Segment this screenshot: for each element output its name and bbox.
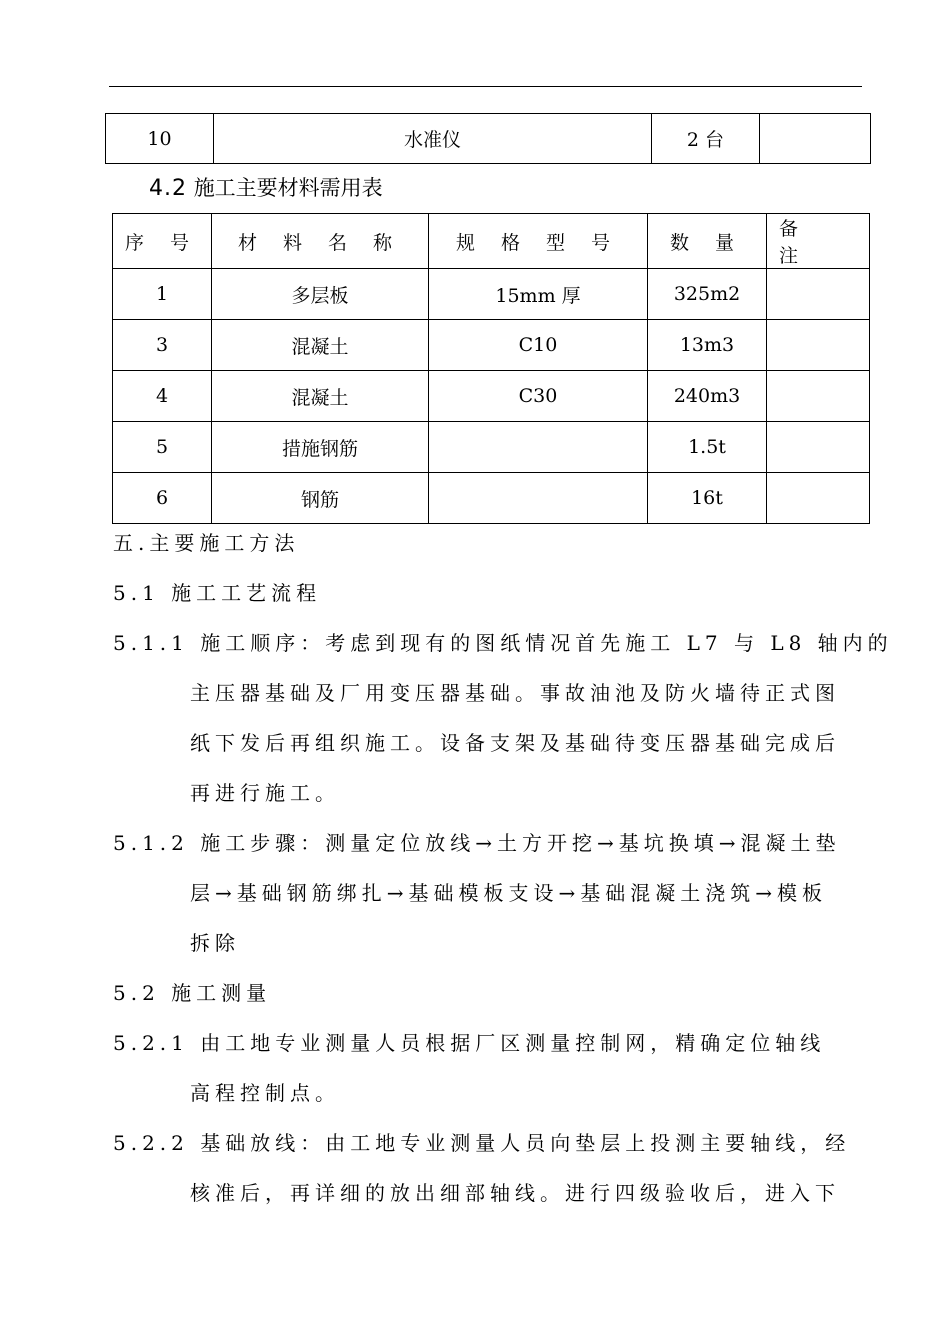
para-5-2-1-line2: 高程控制点。 bbox=[190, 1081, 340, 1105]
heading-5: 五.主要施工方法 bbox=[113, 531, 300, 555]
cell-qty: 16t bbox=[648, 473, 767, 524]
cell-remark bbox=[767, 320, 870, 371]
cell-name: 混凝土 bbox=[212, 371, 429, 422]
table-row bbox=[113, 422, 870, 473]
header-remark: 备注 bbox=[767, 214, 870, 269]
equipment-remark bbox=[760, 114, 871, 164]
para-5-1-1-line2: 主压器基础及厂用变压器基础。事故油池及防火墙待正式图 bbox=[190, 681, 840, 705]
header-qty: 数 量 bbox=[648, 214, 767, 269]
cell-no: 3 bbox=[113, 320, 212, 371]
cell-remark bbox=[767, 371, 870, 422]
equipment-name: 水准仪 bbox=[214, 114, 652, 164]
cell-name: 混凝土 bbox=[212, 320, 429, 371]
para-5-1-1-line3: 纸下发后再组织施工。设备支架及基础待变压器基础完成后 bbox=[190, 731, 840, 755]
para-5-1-1-line1: 5.1.1 施工顺序：考虑到现有的图纸情况首先施工 L7 与 L8 轴内的 bbox=[113, 631, 893, 655]
header-spec: 规 格 型 号 bbox=[429, 214, 648, 269]
section-4-2-title bbox=[149, 172, 383, 202]
equipment-qty: 2 台 bbox=[652, 114, 760, 164]
cell-no: 5 bbox=[113, 422, 212, 473]
equipment-table-tail bbox=[105, 113, 871, 164]
table-row bbox=[113, 371, 870, 422]
cell-qty: 325m2 bbox=[648, 269, 767, 320]
cell-spec: 15mm 厚 bbox=[429, 269, 648, 320]
section-title: 施工主要材料需用表 bbox=[193, 176, 383, 200]
cell-qty: 240m3 bbox=[648, 371, 767, 422]
cell-spec bbox=[429, 422, 648, 473]
cell-remark bbox=[767, 473, 870, 524]
row-number: 10 bbox=[106, 114, 214, 164]
cell-spec bbox=[429, 473, 648, 524]
para-5-2-1-line1: 5.2.1 由工地专业测量人员根据厂区测量控制网，精确定位轴线 bbox=[113, 1031, 826, 1055]
para-5-1-2-line1: 5.1.2 施工步骤：测量定位放线→土方开挖→基坑换填→混凝土垫 bbox=[113, 831, 841, 855]
header-no: 序 号 bbox=[113, 214, 212, 269]
cell-remark bbox=[767, 422, 870, 473]
table-row bbox=[113, 320, 870, 371]
cell-qty: 13m3 bbox=[648, 320, 767, 371]
table-header-row bbox=[113, 214, 870, 269]
header-rule bbox=[109, 86, 862, 87]
cell-spec: C30 bbox=[429, 371, 648, 422]
cell-name: 措施钢筋 bbox=[212, 422, 429, 473]
cell-remark bbox=[767, 269, 870, 320]
cell-no: 4 bbox=[113, 371, 212, 422]
cell-qty: 1.5t bbox=[648, 422, 767, 473]
table-row bbox=[113, 473, 870, 524]
para-5-1-1-line4: 再进行施工。 bbox=[190, 781, 340, 805]
para-5-2-2-line2: 核准后，再详细的放出细部轴线。进行四级验收后，进入下 bbox=[190, 1181, 840, 1205]
header-name: 材 料 名 称 bbox=[212, 214, 429, 269]
para-5-1-2-line3: 拆除 bbox=[190, 931, 240, 955]
cell-no: 6 bbox=[113, 473, 212, 524]
cell-spec: C10 bbox=[429, 320, 648, 371]
para-5-1-2-line2: 层→基础钢筋绑扎→基础模板支设→基础混凝土浇筑→模板 bbox=[190, 881, 828, 905]
heading-5-1: 5.1 施工工艺流程 bbox=[113, 581, 322, 605]
cell-name: 多层板 bbox=[212, 269, 429, 320]
table-row bbox=[106, 114, 871, 164]
heading-5-2: 5.2 施工测量 bbox=[113, 981, 272, 1005]
para-5-2-2-line1: 5.2.2 基础放线：由工地专业测量人员向垫层上投测主要轴线，经 bbox=[113, 1131, 851, 1155]
cell-no: 1 bbox=[113, 269, 212, 320]
cell-name: 钢筋 bbox=[212, 473, 429, 524]
section-number: 4.2 bbox=[149, 176, 187, 201]
table-row bbox=[113, 269, 870, 320]
materials-table bbox=[112, 213, 870, 524]
